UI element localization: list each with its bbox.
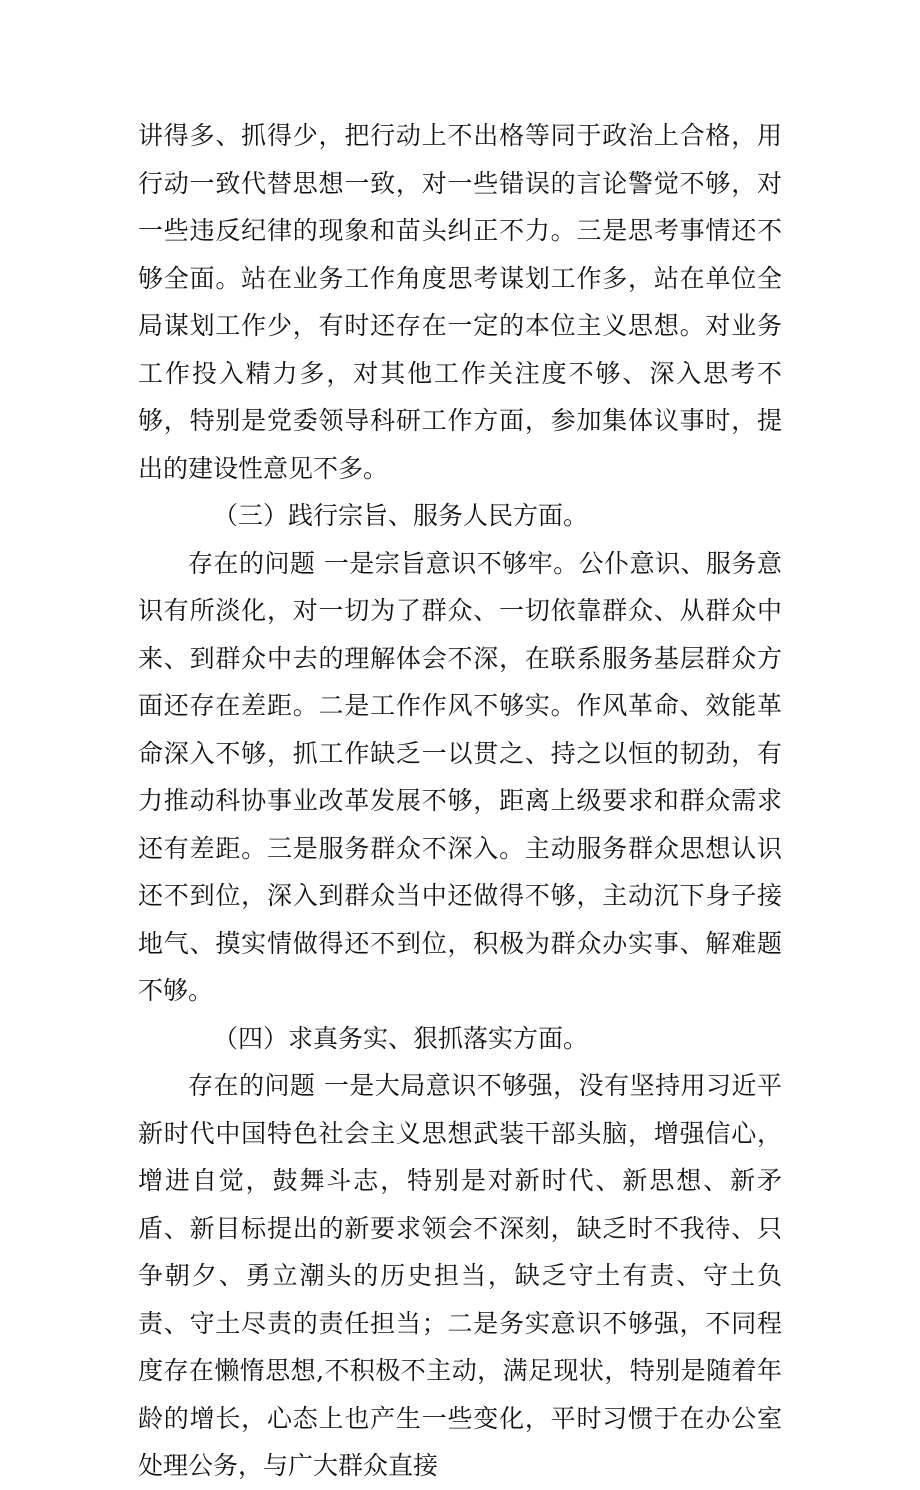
paragraph-continuation: 讲得多、抓得少，把行动上不出格等同于政治上合格，用行动一致代替思想一致，对一些错误的言论警觉不够，对一些违反纪律的现象和苗头纠正不力。三是思考事情还不够全面。站在业务工作角度思考谋划工作多，站在单位全局谋划工作少，有时还存在一定的本位主义思想。对业务工作投入精力多，对其他工作关注度不够、深入思考不够，特别是党委领导科研工作方面，参加集体议事时，提出的建设性意见不多。: [138, 121, 782, 483]
document-body: [138, 112, 782, 1490]
paragraph-section-three-problems: 存在的问题 一是宗旨意识不够牢。公仆意识、服务意识有所淡化，对一切为了群众、一切依靠群众、从群众中来、到群众中去的理解体会不深，在联系服务基层群众方面还存在差距。二是工作作风不够实。作风革命、效能革命深入不够，抓工作缺乏一以贯之、持之以恒的韧劲，有力推动科协事业改革发展不够，距离上级要求和群众需求还有差距。三是服务群众不深入。主动服务群众思想认识还不到位，深入到群众当中还做得不够，主动沉下身子接地气、摸实情做得还不到位，积极为群众办实事、解难题不够。: [138, 548, 782, 1005]
section-heading-four: （四）求真务实、狠抓落实方面。: [213, 1023, 589, 1053]
section-heading-three: （三）践行宗旨、服务人民方面。: [213, 501, 589, 530]
paragraph-section-four-problems: 存在的问题 一是大局意识不够强，没有坚持用习近平新时代中国特色社会主义思想武装干部头脑，增强信心，增进自觉，鼓舞斗志，特别是对新时代、新思想、新矛盾、新目标提出的新要求领会不深刻，缺乏时不我待、只争朝夕、勇立潮头的历史担当，缺乏守土有责、守土负责、守土尽责的责任担当；二是务实意识不够强，不同程度存在懒惰思想,不积极不主动，满足现状，特别是随着年龄的增长，心态上也产生一些变化，平时习惯于在办公室处理公务，与广大群众直接: [138, 1071, 782, 1480]
